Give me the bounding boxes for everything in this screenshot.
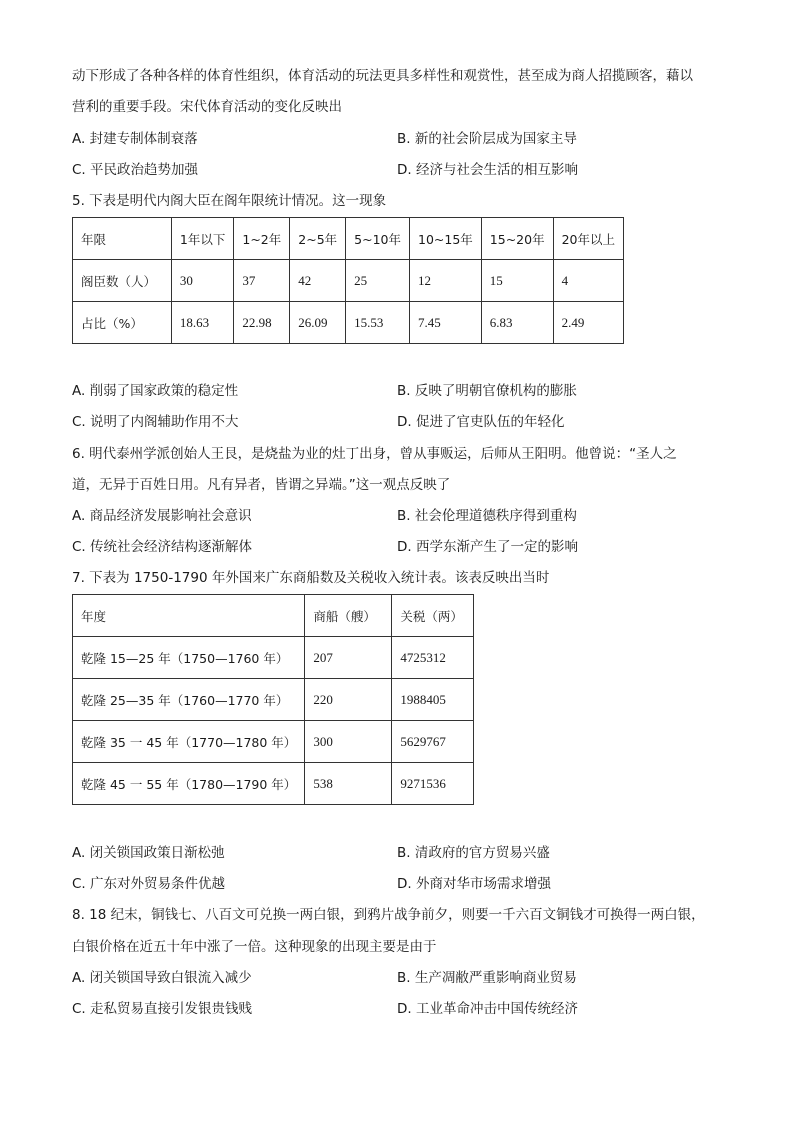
q4-option-c[interactable]: C. 平民政治趋势加强 xyxy=(72,162,199,178)
q5-header-cell: 1年以下 xyxy=(171,218,233,260)
q5-stem: 5. 下表是明代内阁大臣在阁年限统计情况。这一现象 xyxy=(72,193,387,209)
q7-period-cell: 乾隆 45 一 55 年（1780—1790 年） xyxy=(73,763,305,805)
q7-table-header-row xyxy=(73,595,474,637)
q7-table-row xyxy=(73,679,474,721)
q7-tariff-cell: 4725312 xyxy=(392,637,474,679)
q5-cell: 22.98 xyxy=(234,302,290,344)
q5-header-cell: 年限 xyxy=(73,218,172,260)
q5-cell: 37 xyxy=(234,260,290,302)
q5-option-c[interactable]: C. 说明了内阁辅助作用不大 xyxy=(72,414,239,430)
q4-option-b[interactable]: B. 新的社会阶层成为国家主导 xyxy=(397,131,577,147)
q4-option-a[interactable]: A. 封建专制体制衰落 xyxy=(72,131,198,147)
q8-option-c[interactable]: C. 走私贸易直接引发银贵钱贱 xyxy=(72,1001,253,1017)
q5-cell: 7.45 xyxy=(410,302,482,344)
q5-table-header-row xyxy=(73,218,624,260)
q5-cell: 4 xyxy=(553,260,623,302)
q7-table-row xyxy=(73,637,474,679)
q6-stem-line-1: 6. 明代泰州学派创始人王艮，是烧盐为业的灶丁出身，曾从事贩运，后师从王阳明。他曾说：“圣人之 xyxy=(72,446,677,462)
q4-stem-line-2: 营利的重要手段。宋代体育活动的变化反映出 xyxy=(72,99,342,115)
q5-cell: 25 xyxy=(346,260,410,302)
q8-option-d[interactable]: D. 工业革命冲击中国传统经济 xyxy=(397,1001,578,1017)
q8-option-b[interactable]: B. 生产凋敝严重影响商业贸易 xyxy=(397,970,577,986)
q5-option-b[interactable]: B. 反映了明朝官僚机构的膨胀 xyxy=(397,383,577,399)
q5-row-label: 占比（%） xyxy=(73,302,172,344)
q7-header-cell: 年度 xyxy=(73,595,305,637)
q5-table xyxy=(72,217,624,344)
q6-option-d[interactable]: D. 西学东渐产生了一定的影响 xyxy=(397,539,578,555)
q5-option-d[interactable]: D. 促进了官吏队伍的年轻化 xyxy=(397,414,565,430)
q6-stem-line-2: 道，无异于百姓日用。凡有异者，皆谓之异端。”这一观点反映了 xyxy=(72,477,451,493)
q5-header-cell: 2~5年 xyxy=(290,218,346,260)
q5-cell: 6.83 xyxy=(481,302,553,344)
q7-table-row xyxy=(73,763,474,805)
q7-ships-cell: 300 xyxy=(305,721,392,763)
q5-cell: 18.63 xyxy=(171,302,233,344)
q7-header-cell: 商船（艘） xyxy=(305,595,392,637)
q7-option-c[interactable]: C. 广东对外贸易条件优越 xyxy=(72,876,226,892)
q7-ships-cell: 220 xyxy=(305,679,392,721)
q6-option-a[interactable]: A. 商品经济发展影响社会意识 xyxy=(72,508,252,524)
q7-option-a[interactable]: A. 闭关锁国政策日渐松弛 xyxy=(72,845,225,861)
q5-cell: 2.49 xyxy=(553,302,623,344)
q8-option-a[interactable]: A. 闭关锁国导致白银流入减少 xyxy=(72,970,252,986)
q7-period-cell: 乾隆 35 一 45 年（1770—1780 年） xyxy=(73,721,305,763)
q7-ships-cell: 538 xyxy=(305,763,392,805)
q5-cell: 30 xyxy=(171,260,233,302)
q7-table-row xyxy=(73,721,474,763)
q7-period-cell: 乾隆 15—25 年（1750—1760 年） xyxy=(73,637,305,679)
q5-row-label: 阁臣数（人） xyxy=(73,260,172,302)
q7-period-cell: 乾隆 25—35 年（1760—1770 年） xyxy=(73,679,305,721)
q5-header-cell: 20年以上 xyxy=(553,218,623,260)
q7-tariff-cell: 9271536 xyxy=(392,763,474,805)
q7-option-d[interactable]: D. 外商对华市场需求增强 xyxy=(397,876,551,892)
q5-cell: 26.09 xyxy=(290,302,346,344)
q7-stem: 7. 下表为 1750-1790 年外国来广东商船数及关税收入统计表。该表反映出当时 xyxy=(72,570,550,586)
q8-stem-line-1: 8. 18 纪末，铜钱七、八百文可兑换一两白银，到鸦片战争前夕，则要一千六百文铜钱才可换得一两白银， xyxy=(72,907,705,923)
q5-header-cell: 1~2年 xyxy=(234,218,290,260)
q4-option-d[interactable]: D. 经济与社会生活的相互影响 xyxy=(397,162,578,178)
q5-header-cell: 10~15年 xyxy=(410,218,482,260)
q5-cell: 12 xyxy=(410,260,482,302)
q7-option-b[interactable]: B. 清政府的官方贸易兴盛 xyxy=(397,845,550,861)
q7-ships-cell: 207 xyxy=(305,637,392,679)
q7-table xyxy=(72,594,474,805)
q8-stem-line-2: 白银价格在近五十年中涨了一倍。这种现象的出现主要是由于 xyxy=(72,939,437,955)
q5-header-cell: 15~20年 xyxy=(481,218,553,260)
q5-cell: 42 xyxy=(290,260,346,302)
q5-cell: 15.53 xyxy=(346,302,410,344)
q5-option-a[interactable]: A. 削弱了国家政策的稳定性 xyxy=(72,383,239,399)
q7-header-cell: 关税（两） xyxy=(392,595,474,637)
q6-option-c[interactable]: C. 传统社会经济结构逐渐解体 xyxy=(72,539,253,555)
q7-tariff-cell: 5629767 xyxy=(392,721,474,763)
q6-option-b[interactable]: B. 社会伦理道德秩序得到重构 xyxy=(397,508,577,524)
q7-tariff-cell: 1988405 xyxy=(392,679,474,721)
q5-table-row xyxy=(73,260,624,302)
q5-header-cell: 5~10年 xyxy=(346,218,410,260)
q5-table-row xyxy=(73,302,624,344)
q4-stem-line-1: 动下形成了各种各样的体育性组织，体育活动的玩法更具多样性和观赏性，甚至成为商人招揽顾客，藉以 xyxy=(72,68,693,84)
q5-cell: 15 xyxy=(481,260,553,302)
